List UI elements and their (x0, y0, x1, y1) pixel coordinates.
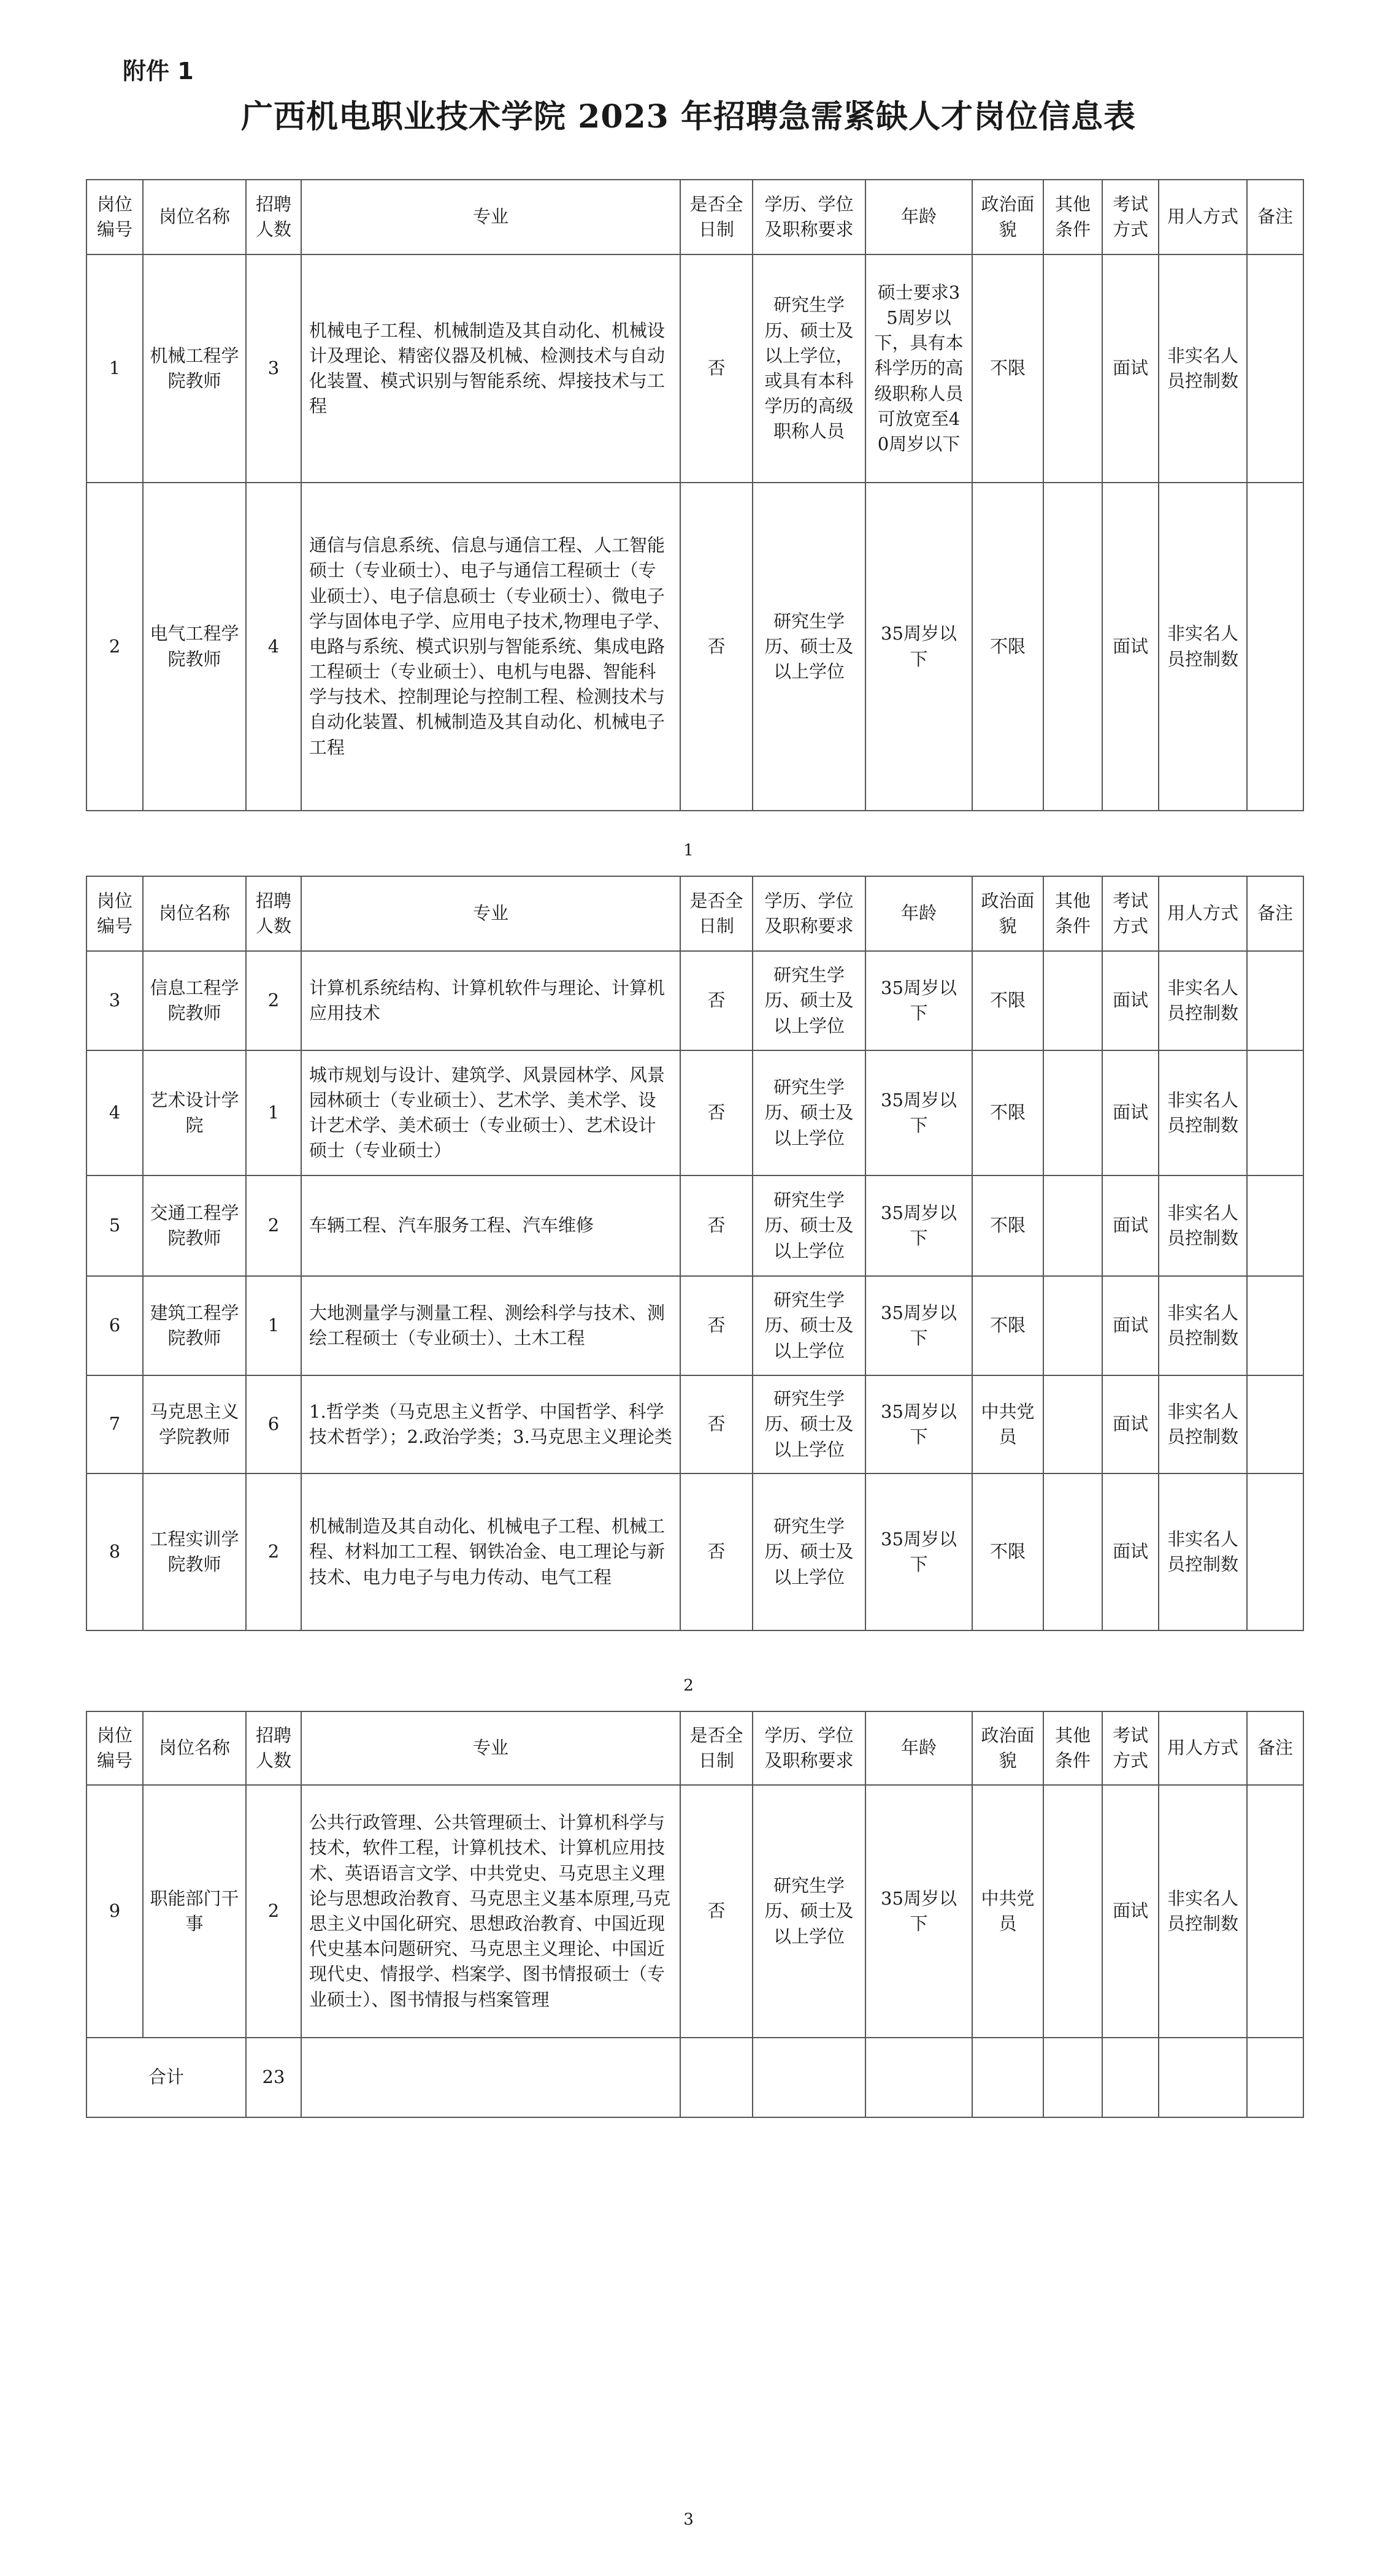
post-name: 马克思主义学院教师 (143, 1375, 246, 1473)
post-name: 电气工程学院教师 (143, 483, 246, 811)
header-cell: 是否全日制 (680, 1711, 753, 1785)
header-cell: 其他条件 (1043, 876, 1102, 951)
age: 35周岁以下 (865, 1375, 972, 1473)
full-time: 否 (680, 1785, 753, 2038)
other-conditions (1043, 951, 1102, 1050)
table-row (86, 254, 1303, 483)
education: 研究生学历、硕士及以上学位 (753, 1473, 865, 1630)
post-number: 6 (86, 1276, 143, 1375)
major: 大地测量学与测量工程、测绘科学与技术、测绘工程硕士（专业硕士）、土木工程 (301, 1276, 680, 1375)
hire-count: 3 (246, 254, 301, 483)
empty-cell (1043, 2038, 1102, 2117)
hire-count: 1 (246, 1050, 301, 1175)
header-cell: 用人方式 (1159, 1711, 1247, 1785)
major: 通信与信息系统、信息与通信工程、人工智能硕士（专业硕士）、电子与通信工程硕士（专业硕士）、电子信息硕士（专业硕士）、微电子学与固体电子学、应用电子技术,物理电子学、电路与系统、模式识别与智能系统、集成电路工程硕士（专业硕士）、电机与电器、智能科学与技术、控制理论与控制工程、检测技术与自动化装置、机械制造及其自动化、机械电子工程 (301, 483, 680, 811)
table-row (86, 1050, 1303, 1175)
header-cell: 是否全日制 (680, 876, 753, 951)
header-cell: 其他条件 (1043, 1711, 1102, 1785)
header-cell: 专业 (301, 876, 680, 951)
exam-method: 面试 (1102, 1785, 1159, 2038)
table-row (86, 1473, 1303, 1630)
header-cell: 年龄 (865, 1711, 972, 1785)
political-status: 不限 (972, 951, 1043, 1050)
exam-method: 面试 (1102, 1175, 1159, 1276)
header-cell: 政治面貌 (972, 1711, 1043, 1785)
full-time: 否 (680, 483, 753, 811)
employment-method: 非实名人员控制数 (1159, 1375, 1247, 1473)
post-name: 工程实训学院教师 (143, 1473, 246, 1630)
exam-method: 面试 (1102, 1050, 1159, 1175)
page-number: 1 (683, 841, 694, 860)
header-cell: 岗位编号 (86, 876, 143, 951)
post-number: 5 (86, 1175, 143, 1276)
education: 研究生学历、硕士及以上学位，或具有本科学历的高级职称人员 (753, 254, 865, 483)
header-cell: 招聘人数 (246, 180, 301, 254)
job-table-part-3 (86, 1711, 1304, 2118)
empty-cell (1159, 2038, 1247, 2117)
full-time: 否 (680, 1473, 753, 1630)
hire-count: 2 (246, 1175, 301, 1276)
employment-method: 非实名人员控制数 (1159, 1473, 1247, 1630)
age: 35周岁以下 (865, 1276, 972, 1375)
post-number: 2 (86, 483, 143, 811)
empty-cell (753, 2038, 865, 2117)
employment-method: 非实名人员控制数 (1159, 1785, 1247, 2038)
education: 研究生学历、硕士及以上学位 (753, 1276, 865, 1375)
header-cell: 是否全日制 (680, 180, 753, 254)
education: 研究生学历、硕士及以上学位 (753, 1175, 865, 1276)
full-time: 否 (680, 1375, 753, 1473)
remark (1247, 1375, 1303, 1473)
page-number: 2 (683, 1676, 694, 1695)
hire-count: 1 (246, 1276, 301, 1375)
attachment-label: 附件 1 (123, 58, 194, 85)
total-row (86, 2038, 1303, 2117)
post-name: 交通工程学院教师 (143, 1175, 246, 1276)
post-name: 机械工程学院教师 (143, 254, 246, 483)
political-status: 中共党员 (972, 1375, 1043, 1473)
header-cell: 考试方式 (1102, 1711, 1159, 1785)
remark (1247, 1050, 1303, 1175)
hire-count: 2 (246, 951, 301, 1050)
political-status: 不限 (972, 254, 1043, 483)
total-count: 23 (246, 2038, 301, 2117)
header-cell: 学历、学位及职称要求 (753, 180, 865, 254)
header-cell: 招聘人数 (246, 876, 301, 951)
remark (1247, 1276, 1303, 1375)
education: 研究生学历、硕士及以上学位 (753, 1375, 865, 1473)
hire-count: 4 (246, 483, 301, 811)
political-status: 不限 (972, 1473, 1043, 1630)
header-cell: 专业 (301, 180, 680, 254)
post-number: 8 (86, 1473, 143, 1630)
post-number: 3 (86, 951, 143, 1050)
header-cell: 备注 (1247, 1711, 1303, 1785)
post-name: 建筑工程学院教师 (143, 1276, 246, 1375)
table-row (86, 1175, 1303, 1276)
age: 35周岁以下 (865, 483, 972, 811)
header-cell: 用人方式 (1159, 876, 1247, 951)
header-cell: 考试方式 (1102, 876, 1159, 951)
education: 研究生学历、硕士及以上学位 (753, 1785, 865, 2038)
post-number: 1 (86, 254, 143, 483)
header-cell: 岗位名称 (143, 180, 246, 254)
table-header-row (86, 1711, 1303, 1785)
empty-cell (301, 2038, 680, 2117)
employment-method: 非实名人员控制数 (1159, 254, 1247, 483)
job-table-part-1 (86, 179, 1304, 811)
document-title: 广西机电职业技术学院 2023 年招聘急需紧缺人才岗位信息表 (241, 98, 1136, 136)
full-time: 否 (680, 1050, 753, 1175)
age: 硕士要求35周岁以下，具有本科学历的高级职称人员可放宽至40周岁以下 (865, 254, 972, 483)
exam-method: 面试 (1102, 1473, 1159, 1630)
header-cell: 岗位编号 (86, 180, 143, 254)
table-header-row (86, 180, 1303, 254)
header-cell: 年龄 (865, 876, 972, 951)
education: 研究生学历、硕士及以上学位 (753, 483, 865, 811)
header-cell: 学历、学位及职称要求 (753, 1711, 865, 1785)
employment-method: 非实名人员控制数 (1159, 1175, 1247, 1276)
other-conditions (1043, 1375, 1102, 1473)
major: 车辆工程、汽车服务工程、汽车维修 (301, 1175, 680, 1276)
hire-count: 6 (246, 1375, 301, 1473)
other-conditions (1043, 1473, 1102, 1630)
post-name: 职能部门干事 (143, 1785, 246, 2038)
exam-method: 面试 (1102, 483, 1159, 811)
header-cell: 考试方式 (1102, 180, 1159, 254)
header-cell: 招聘人数 (246, 1711, 301, 1785)
full-time: 否 (680, 951, 753, 1050)
job-table-part-2 (86, 876, 1304, 1631)
table-row (86, 483, 1303, 811)
education: 研究生学历、硕士及以上学位 (753, 1050, 865, 1175)
remark (1247, 1473, 1303, 1630)
table-row (86, 1375, 1303, 1473)
remark (1247, 254, 1303, 483)
empty-cell (972, 2038, 1043, 2117)
remark (1247, 1785, 1303, 2038)
political-status: 中共党员 (972, 1785, 1043, 2038)
political-status: 不限 (972, 483, 1043, 811)
major: 公共行政管理、公共管理硕士、计算机科学与技术，软件工程，计算机技术、计算机应用技术、英语语言文学、中共党史、马克思主义理论与思想政治教育、马克思主义基本原理,马克思主义中国化研究、思想政治教育、中国近现代史基本问题研究、马克思主义理论、中国近现代史、情报学、档案学、图书情报硕士（专业硕士）、图书情报与档案管理 (301, 1785, 680, 2038)
empty-cell (680, 2038, 753, 2117)
empty-cell (865, 2038, 972, 2117)
full-time: 否 (680, 1175, 753, 1276)
political-status: 不限 (972, 1276, 1043, 1375)
age: 35周岁以下 (865, 1175, 972, 1276)
employment-method: 非实名人员控制数 (1159, 951, 1247, 1050)
table-row (86, 1276, 1303, 1375)
major: 机械电子工程、机械制造及其自动化、机械设计及理论、精密仪器及机械、检测技术与自动化装置、模式识别与智能系统、焊接技术与工程 (301, 254, 680, 483)
other-conditions (1043, 483, 1102, 811)
exam-method: 面试 (1102, 254, 1159, 483)
political-status: 不限 (972, 1050, 1043, 1175)
post-name: 艺术设计学院 (143, 1050, 246, 1175)
header-cell: 备注 (1247, 876, 1303, 951)
major: 1.哲学类（马克思主义哲学、中国哲学、科学技术哲学）；2.政治学类；3.马克思主义理论类 (301, 1375, 680, 1473)
header-cell: 岗位名称 (143, 876, 246, 951)
hire-count: 2 (246, 1785, 301, 2038)
full-time: 否 (680, 1276, 753, 1375)
page-number: 3 (683, 2510, 694, 2529)
other-conditions (1043, 1175, 1102, 1276)
exam-method: 面试 (1102, 951, 1159, 1050)
employment-method: 非实名人员控制数 (1159, 1050, 1247, 1175)
exam-method: 面试 (1102, 1375, 1159, 1473)
major: 城市规划与设计、建筑学、风景园林学、风景园林硕士（专业硕士）、艺术学、美术学、设计艺术学、美术硕士（专业硕士）、艺术设计硕士（专业硕士） (301, 1050, 680, 1175)
header-cell: 用人方式 (1159, 180, 1247, 254)
header-cell: 学历、学位及职称要求 (753, 876, 865, 951)
exam-method: 面试 (1102, 1276, 1159, 1375)
table-header-row (86, 876, 1303, 951)
other-conditions (1043, 1050, 1102, 1175)
education: 研究生学历、硕士及以上学位 (753, 951, 865, 1050)
age: 35周岁以下 (865, 951, 972, 1050)
post-number: 7 (86, 1375, 143, 1473)
other-conditions (1043, 1276, 1102, 1375)
major: 机械制造及其自动化、机械电子工程、机械工程、材料加工工程、钢铁冶金、电工理论与新技术、电力电子与电力传动、电气工程 (301, 1473, 680, 1630)
empty-cell (1247, 2038, 1303, 2117)
post-number: 4 (86, 1050, 143, 1175)
header-cell: 政治面貌 (972, 180, 1043, 254)
header-cell: 专业 (301, 1711, 680, 1785)
empty-cell (1102, 2038, 1159, 2117)
header-cell: 年龄 (865, 180, 972, 254)
header-cell: 其他条件 (1043, 180, 1102, 254)
age: 35周岁以下 (865, 1785, 972, 2038)
hire-count: 2 (246, 1473, 301, 1630)
other-conditions (1043, 254, 1102, 483)
post-number: 9 (86, 1785, 143, 2038)
age: 35周岁以下 (865, 1473, 972, 1630)
age: 35周岁以下 (865, 1050, 972, 1175)
employment-method: 非实名人员控制数 (1159, 1276, 1247, 1375)
remark (1247, 1175, 1303, 1276)
employment-method: 非实名人员控制数 (1159, 483, 1247, 811)
remark (1247, 483, 1303, 811)
table-row (86, 951, 1303, 1050)
post-name: 信息工程学院教师 (143, 951, 246, 1050)
header-cell: 岗位名称 (143, 1711, 246, 1785)
header-cell: 岗位编号 (86, 1711, 143, 1785)
other-conditions (1043, 1785, 1102, 2038)
header-cell: 备注 (1247, 180, 1303, 254)
remark (1247, 951, 1303, 1050)
total-label: 合计 (86, 2038, 246, 2117)
header-cell: 政治面貌 (972, 876, 1043, 951)
major: 计算机系统结构、计算机软件与理论、计算机应用技术 (301, 951, 680, 1050)
political-status: 不限 (972, 1175, 1043, 1276)
full-time: 否 (680, 254, 753, 483)
table-row (86, 1785, 1303, 2038)
